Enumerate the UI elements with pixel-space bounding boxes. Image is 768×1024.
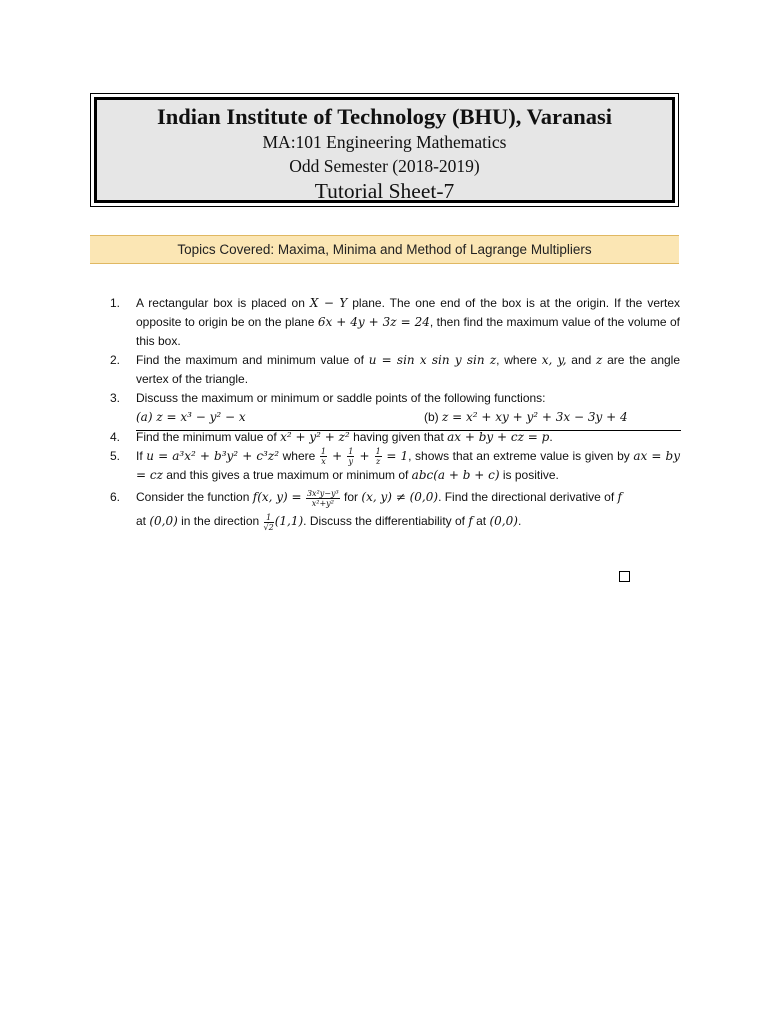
math-span: (0,0): [489, 514, 518, 529]
math-span: (x, y) ≠ (0,0): [361, 490, 439, 505]
text-span: is positive.: [499, 468, 559, 483]
header-panel: [94, 97, 675, 203]
math-span: = 1: [386, 449, 409, 463]
question-1: [110, 294, 680, 351]
text-span: .: [549, 430, 553, 444]
question-number: 1.: [110, 296, 121, 310]
question-2: [110, 351, 680, 389]
text-span: are the angle vertex of the triangle.: [136, 353, 681, 386]
math-span: u = sin x sin y sin z: [368, 353, 497, 367]
question-3-parts: [110, 408, 680, 428]
fraction-numerator: 3x²y−y³: [306, 488, 339, 498]
text-span: and: [566, 353, 597, 367]
question-text: [136, 485, 680, 533]
math-span: f(x, y) =: [252, 490, 302, 505]
topics-banner: Topics Covered: Maxima, Minima and Method of Lagrange Multipliers: [90, 235, 679, 264]
question-number: 5.: [110, 449, 121, 463]
semester-label: Odd Semester (2018-2019): [289, 156, 480, 176]
math-span: (1,1): [274, 514, 304, 529]
math-span: (0,0): [149, 514, 178, 529]
question-text: If u = a³x² + b³y² + c³z² where $\frac{1}{x}$ + $\frac{1}{y}$ + $\frac{1}{z}$ = 1, shows that an extreme value is given by ax = by = cz and this gives a true maximum or minimum of abc(a + b + c) is positive.: [136, 447, 680, 483]
fraction-denominator: x: [321, 457, 326, 467]
question-number: 3.: [110, 391, 121, 405]
fraction-numerator: 1: [320, 447, 327, 457]
text-span: , then find the maximum value of the volume of this box.: [136, 315, 681, 348]
fraction-numerator: 1: [264, 513, 274, 523]
fraction-numerator: 1: [348, 447, 354, 457]
math-span: x, y,: [541, 353, 567, 367]
text-span: .: [517, 514, 522, 529]
text-span: If: [136, 449, 147, 463]
math-span: ax = by = cz: [136, 449, 680, 483]
math-span: u = a³x² + b³y² + c³z²: [146, 449, 280, 463]
text-span: where: [279, 449, 319, 463]
text-span: , shows that an extreme value is given by: [408, 449, 634, 463]
math-span: abc(a + b + c): [411, 468, 500, 483]
course-title: MA:101 Engineering Mathematics: [262, 132, 507, 152]
math-span: ax + by + cz = p: [447, 430, 550, 444]
part-b-label: (b): [424, 410, 442, 424]
question-6: [110, 485, 680, 533]
math-span: x² + y² + z²: [280, 430, 350, 444]
fraction-denominator: y: [348, 457, 354, 467]
fraction-numerator: 1: [375, 447, 381, 457]
text-span: having given that: [349, 430, 448, 444]
text-span: A rectangular box is placed on: [136, 296, 310, 310]
part-b: [424, 408, 628, 427]
part-a: (a) z = x³ − y² − x: [136, 410, 246, 424]
math-span: 6x + 4y + 3z = 24: [317, 315, 430, 329]
sheet-title: Tutorial Sheet-7: [314, 179, 455, 203]
question-text: Discuss the maximum or minimum or saddle points of the following functions:: [136, 391, 546, 405]
fraction-denominator: √2: [263, 522, 274, 532]
text-span: , where: [496, 353, 542, 367]
question-text: [136, 351, 680, 389]
text-span: Find the maximum and minimum value of: [136, 353, 369, 367]
math-span: z = x² + xy + y² + 3x − 3y + 4: [442, 410, 628, 424]
fraction: [375, 447, 382, 466]
question-number: 2.: [110, 353, 121, 367]
header-box: [90, 93, 679, 207]
fraction: [306, 489, 340, 508]
fraction: [320, 447, 327, 466]
fraction: [264, 513, 274, 532]
text-span: plane. The one end of the box is at the origin. If the vertex opposite to origin be on the plane: [136, 296, 680, 329]
question-number: 4.: [110, 430, 121, 444]
math-span: X − Y: [309, 296, 348, 310]
text-span: at: [136, 514, 150, 529]
math-span: f: [617, 490, 622, 505]
question-text: [136, 294, 680, 351]
divider-line: [136, 430, 681, 431]
text-span: . Find the directional derivative of: [438, 490, 618, 505]
math-span: z: [596, 353, 603, 367]
institute-title: Indian Institute of Technology (BHU), Varanasi: [156, 104, 613, 129]
text-span: at: [472, 514, 490, 529]
text-span: . Discuss the differentiability of: [303, 514, 469, 529]
fraction-denominator: z: [376, 457, 381, 467]
math-span: f: [468, 514, 473, 529]
question-5: [110, 447, 680, 485]
question-list: [110, 294, 680, 533]
fraction-denominator: x²+y²: [311, 498, 334, 508]
text-span: and this gives a true maximum or minimum of: [162, 468, 412, 483]
text-span: in the direction: [177, 514, 263, 529]
question-number: 6.: [110, 490, 121, 505]
question-3: [110, 389, 680, 408]
checkbox-square-icon: [619, 571, 630, 582]
text-span: Consider the function: [136, 490, 253, 505]
text-span: for: [340, 490, 362, 505]
fraction: [347, 447, 354, 466]
text-span: Find the minimum value of: [136, 430, 281, 444]
